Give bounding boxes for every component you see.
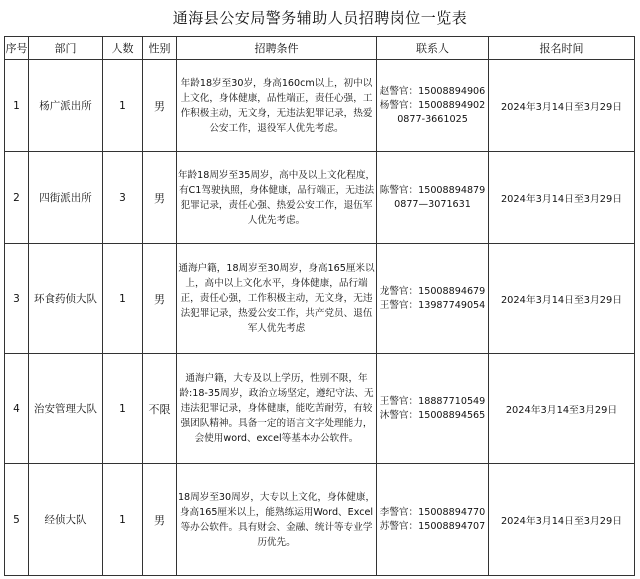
cell-contact (377, 244, 489, 354)
contact-line: 王警官：18887710549 (379, 395, 486, 407)
cell-contact (377, 60, 489, 152)
cell-time: 2024年3月14日至3月29日 (489, 244, 635, 354)
cell-contact (377, 464, 489, 576)
recruitment-table (4, 36, 635, 576)
contact-line: 李警官：15008894770 (379, 506, 486, 518)
cell-conditions: 年龄18岁至30岁，身高160cm以上，初中以上文化，身体健康，品性端正，责任心强，工作积极主动，无文身，无违法犯罪记录，热爱公安工作，退役军人优先考虑。 (177, 60, 377, 152)
contact-line: 王警官：13987749054 (379, 299, 486, 311)
cell-seq: 4 (5, 354, 29, 464)
cell-gender: 男 (143, 464, 177, 576)
cell-dept: 治安管理大队 (29, 354, 103, 464)
cell-dept: 四街派出所 (29, 152, 103, 244)
cell-seq: 2 (5, 152, 29, 244)
contact-line: 陈警官：15008894879 (379, 184, 486, 196)
cell-time: 2024年3月14至3月29日 (489, 354, 635, 464)
cell-dept: 杨广派出所 (29, 60, 103, 152)
header-seq: 序号 (5, 37, 29, 60)
table-row (5, 464, 635, 576)
contact-line: 沐警官：15008894565 (379, 409, 486, 421)
table-row (5, 354, 635, 464)
cell-count: 3 (103, 152, 143, 244)
contact-line: 苏警官：15008894707 (379, 520, 486, 532)
cell-gender: 男 (143, 60, 177, 152)
contact-line: 0877-3661025 (397, 113, 468, 125)
table-header-row (5, 37, 635, 60)
cell-contact (377, 152, 489, 244)
cell-seq: 3 (5, 244, 29, 354)
cell-count: 1 (103, 464, 143, 576)
cell-gender: 男 (143, 152, 177, 244)
cell-count: 1 (103, 244, 143, 354)
cell-conditions: 通海户籍，大专及以上学历，性别不限，年龄:18-35周岁，政治立场坚定，遵纪守法、无违法犯罪记录，身体健康，能吃苦耐劳，有较强团队精神。具备一定的语言文字处理能力，会使用word、excel等基本办公软件。 (177, 354, 377, 464)
contact-line: 杨警官：15008894902 (379, 99, 486, 111)
cell-seq: 1 (5, 60, 29, 152)
contact-line: 0877—3071631 (394, 198, 471, 210)
header-count: 人数 (103, 37, 143, 60)
contact-line: 龙警官：15008894679 (379, 285, 486, 297)
cell-gender: 不限 (143, 354, 177, 464)
cell-contact (377, 354, 489, 464)
page-title: 通海县公安局警务辅助人员招聘岗位一览表 (172, 9, 468, 27)
cell-seq: 5 (5, 464, 29, 576)
cell-dept: 经侦大队 (29, 464, 103, 576)
cell-count: 1 (103, 60, 143, 152)
cell-time: 2024年3月14日至3月29日 (489, 464, 635, 576)
header-contact: 联系人 (377, 37, 489, 60)
header-conditions: 招聘条件 (177, 37, 377, 60)
cell-time: 2024年3月14日至3月29日 (489, 60, 635, 152)
cell-conditions: 年龄18周岁至35周岁，高中及以上文化程度，有C1驾驶执照，身体健康，品行端正，无违法犯罪记录，责任心强、热爱公安工作，退伍军人优先考虑。 (177, 152, 377, 244)
table-row (5, 60, 635, 152)
cell-time: 2024年3月14日至3月29日 (489, 152, 635, 244)
header-gender: 性别 (143, 37, 177, 60)
cell-conditions: 通海户籍，18周岁至30周岁，身高165厘米以上，高中以上文化水平，身体健康，品行端正，责任心强，工作积极主动，无文身，无违法犯罪记录，热爱公安工作，共产党员、退伍军人优先考虑 (177, 244, 377, 354)
contact-line: 赵警官：15008894906 (379, 85, 486, 97)
cell-gender: 男 (143, 244, 177, 354)
cell-dept: 环食药侦大队 (29, 244, 103, 354)
cell-conditions: 18周岁至30周岁，大专以上文化，身体健康，身高165厘米以上，能熟练运用Word、Excel等办公软件。具有财会、金融、统计等专业学历优先。 (177, 464, 377, 576)
header-dept: 部门 (29, 37, 103, 60)
table-row (5, 152, 635, 244)
cell-count: 1 (103, 354, 143, 464)
header-time: 报名时间 (489, 37, 635, 60)
table-row (5, 244, 635, 354)
